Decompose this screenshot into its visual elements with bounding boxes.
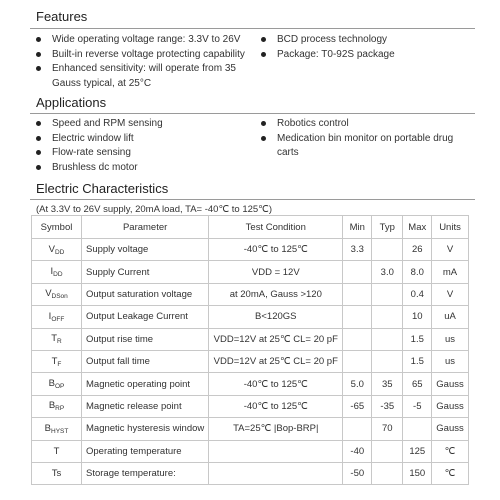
table-row (32, 350, 469, 372)
applications-divider (30, 113, 475, 114)
list-item: Medication bin monitor on portable drug carts (257, 132, 472, 161)
header-symbol: Symbol (32, 216, 82, 239)
cell-typ: 70 (372, 418, 403, 440)
cell-min (343, 328, 372, 350)
cell-typ (372, 239, 403, 261)
table-row (32, 395, 469, 417)
cell-units: ℃ (432, 440, 468, 462)
symbol-subscript: HYST (51, 427, 69, 435)
table-row (32, 261, 469, 283)
symbol-letter: I (50, 266, 54, 278)
symbol-letter: V (45, 288, 52, 300)
cell-symbol (32, 239, 82, 261)
cell-symbol (32, 418, 82, 440)
cell-symbol (32, 395, 82, 417)
symbol-letter: B (48, 378, 55, 390)
list-item: Wide operating voltage range: 3.3V to 26V (32, 33, 247, 48)
cell-symbol (32, 373, 82, 395)
cell-units: V (432, 239, 468, 261)
cell-min: 3.3 (343, 239, 372, 261)
cell-parameter: Magnetic release point (82, 395, 209, 417)
table-body (32, 239, 469, 485)
cell-typ (372, 306, 403, 328)
cell-symbol (32, 462, 82, 484)
header-typ: Typ (372, 216, 403, 239)
cell-parameter: Operating temperature (82, 440, 209, 462)
table-row (32, 283, 469, 305)
cell-min (343, 283, 372, 305)
table-row (32, 373, 469, 395)
list-item: Electric window lift (32, 132, 247, 147)
symbol-subscript: DSon (51, 293, 68, 301)
table-row (32, 328, 469, 350)
cell-test-condition: -40℃ to 125℃ (209, 373, 343, 395)
header-min: Min (343, 216, 372, 239)
cell-parameter: Magnetic operating point (82, 373, 209, 395)
cell-min: 5.0 (343, 373, 372, 395)
features-heading: Features (36, 9, 88, 24)
symbol-letter: T (51, 333, 58, 345)
cell-parameter: Output Leakage Current (82, 306, 209, 328)
cell-max (403, 418, 432, 440)
cell-parameter: Output fall time (82, 350, 209, 372)
cell-symbol (32, 440, 82, 462)
cell-parameter: Magnetic hysteresis window (82, 418, 209, 440)
cell-symbol (32, 283, 82, 305)
cell-max: 1.5 (403, 328, 432, 350)
symbol-subscript: F (57, 360, 62, 368)
cell-units: Gauss (432, 395, 468, 417)
cell-typ (372, 350, 403, 372)
applications-list-right (257, 117, 472, 161)
cell-test-condition: TA=25℃ |Bop-BRP| (209, 418, 343, 440)
cell-parameter: Output saturation voltage (82, 283, 209, 305)
electric-divider (30, 199, 475, 200)
symbol-letter: B (44, 422, 51, 434)
cell-max: -5 (403, 395, 432, 417)
symbol-subscript: OFF (51, 315, 65, 323)
symbol-letter: V (48, 243, 55, 255)
symbol-subscript: OP (54, 383, 65, 391)
cell-min (343, 306, 372, 328)
cell-test-condition: at 20mA, Gauss >120 (209, 283, 343, 305)
cell-typ: -35 (372, 395, 403, 417)
cell-units: Gauss (432, 418, 468, 440)
cell-max: 8.0 (403, 261, 432, 283)
table-row (32, 239, 469, 261)
list-item: Speed and RPM sensing (32, 117, 247, 132)
header-max: Max (403, 216, 432, 239)
cell-typ (372, 440, 403, 462)
cell-units: us (432, 328, 468, 350)
cell-test-condition (209, 440, 343, 462)
header-parameter: Parameter (82, 216, 209, 239)
test-conditions-note: (At 3.3V to 26V supply, 20mA load, TA= -40℃ to 125℃) (36, 204, 273, 215)
cell-parameter: Supply voltage (82, 239, 209, 261)
list-item: Package: T0-92S package (257, 48, 472, 63)
cell-units: us (432, 350, 468, 372)
symbol-letter: Ts (51, 468, 62, 480)
symbol-letter: T (51, 355, 58, 367)
electric-characteristics-table (31, 215, 469, 485)
electric-heading: Electric Characteristics (36, 181, 169, 196)
cell-symbol (32, 350, 82, 372)
list-item: Brushless dc motor (32, 161, 247, 176)
symbol-letter: B (48, 400, 56, 412)
cell-symbol (32, 261, 82, 283)
cell-symbol (32, 306, 82, 328)
cell-typ (372, 328, 403, 350)
table-header-row (32, 216, 469, 239)
cell-min: -40 (343, 440, 372, 462)
cell-units: V (432, 283, 468, 305)
cell-test-condition: VDD=12V at 25℃ CL= 20 pF (209, 350, 343, 372)
cell-parameter: Supply Current (82, 261, 209, 283)
table-row (32, 418, 469, 440)
cell-max: 0.4 (403, 283, 432, 305)
table-row (32, 306, 469, 328)
symbol-letter: I (48, 310, 52, 322)
table-row (32, 440, 469, 462)
cell-units: ℃ (432, 462, 468, 484)
cell-test-condition: -40℃ to 125℃ (209, 239, 343, 261)
cell-max: 150 (403, 462, 432, 484)
cell-units: uA (432, 306, 468, 328)
cell-min (343, 261, 372, 283)
cell-parameter: Output rise time (82, 328, 209, 350)
cell-typ (372, 283, 403, 305)
features-divider (30, 28, 475, 29)
cell-typ: 3.0 (372, 261, 403, 283)
cell-test-condition: VDD = 12V (209, 261, 343, 283)
features-list-left (32, 33, 247, 91)
applications-heading: Applications (36, 95, 107, 110)
cell-units: Gauss (432, 373, 468, 395)
list-item: Flow-rate sensing (32, 146, 247, 161)
symbol-letter: T (53, 445, 60, 457)
cell-test-condition: VDD=12V at 25℃ CL= 20 pF (209, 328, 343, 350)
header-units: Units (432, 216, 468, 239)
header-test-condition: Test Condition (209, 216, 343, 239)
table-row (32, 462, 469, 484)
cell-typ (372, 462, 403, 484)
cell-units: mA (432, 261, 468, 283)
features-list-right (257, 33, 472, 62)
cell-max: 10 (403, 306, 432, 328)
symbol-subscript: R (57, 338, 62, 346)
cell-test-condition (209, 462, 343, 484)
cell-min: -50 (343, 462, 372, 484)
cell-max: 1.5 (403, 350, 432, 372)
cell-test-condition: B<120GS (209, 306, 343, 328)
cell-test-condition: -40℃ to 125℃ (209, 395, 343, 417)
list-item: Enhanced sensitivity: will operate from 35 Gauss typical, at 25°C (32, 62, 247, 91)
cell-max: 65 (403, 373, 432, 395)
cell-typ: 35 (372, 373, 403, 395)
symbol-subscript: DD (54, 248, 65, 256)
list-item: Built-in reverse voltage protecting capability (32, 48, 247, 63)
symbol-subscript: RP (55, 405, 65, 413)
list-item: Robotics control (257, 117, 472, 132)
applications-list-left (32, 117, 247, 175)
symbol-subscript: DD (53, 271, 63, 279)
cell-parameter: Storage temperature: (82, 462, 209, 484)
cell-symbol (32, 328, 82, 350)
cell-min: -65 (343, 395, 372, 417)
cell-max: 26 (403, 239, 432, 261)
list-item: BCD process technology (257, 33, 472, 48)
cell-min (343, 350, 372, 372)
cell-max: 125 (403, 440, 432, 462)
cell-min (343, 418, 372, 440)
